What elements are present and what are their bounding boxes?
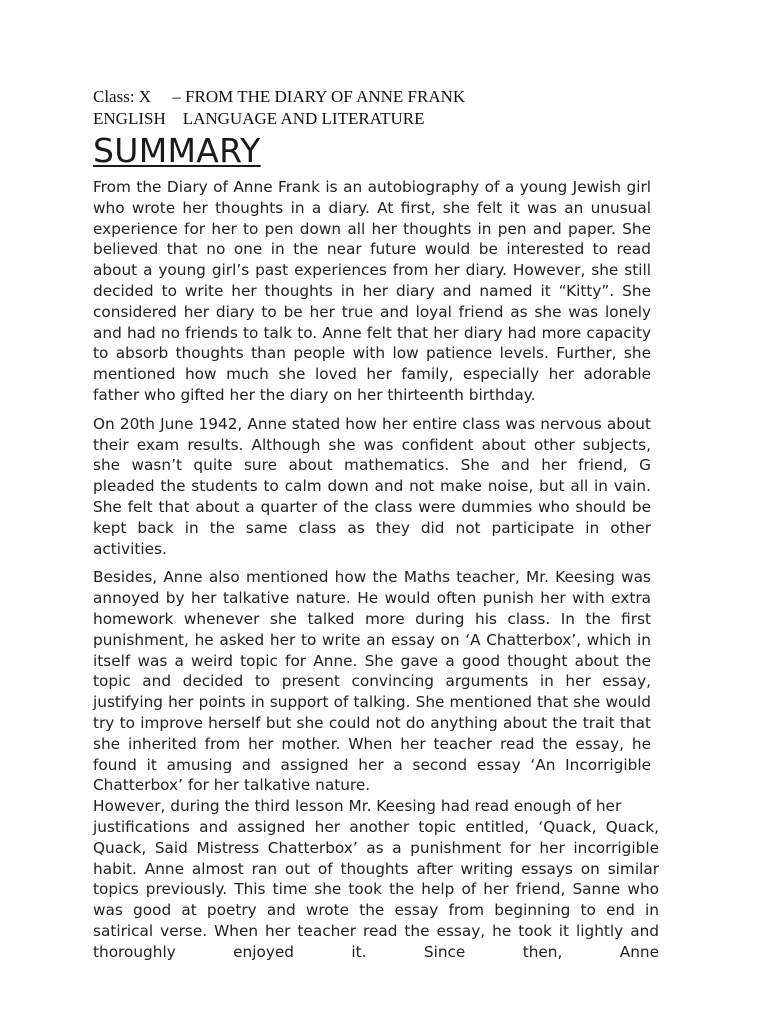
class-chapter-heading: Class: X – FROM THE DIARY OF ANNE FRANK bbox=[93, 87, 466, 106]
summary-paragraph-4-continued: justifications and assigned her another topic entitled, ‘Quack, Quack, Quack, Said Mistress Chatterbox’ as a punishment for her incorrigible habit. Anne almost ran out of thoughts after writing essays on similar topics previously. This time she took the help of her friend, Sanne who was good at poetry and wrote the essay from beginning to end in satirical verse. When her teacher read the essay, he took it lightly and thoroughly enjoyed it. Since then, Anne bbox=[93, 817, 659, 961]
subject-heading: ENGLISH LANGUAGE AND LITERATURE bbox=[93, 109, 425, 128]
summary-paragraph-4-first-line: However, during the third lesson Mr. Keesing had read enough of her bbox=[93, 797, 622, 816]
summary-paragraph-1: From the Diary of Anne Frank is an autobiography of a young Jewish girl who wrote her thoughts in a diary. At first, she felt it was an unusual experience for her to pen down all her thoughts in pen and paper. She believed that no one in the near future would be interested to read about a young girl’s past experiences from her diary. However, she still decided to write her thoughts in her diary and named it “Kitty”. She considered her diary to be her true and loyal friend as she was lonely and had no friends to talk to. Anne felt that her diary had more capacity to absorb thoughts than people with low patience levels. Further, she mentioned how much she loved her family, especially her adorable father who gifted her the diary on her thirteenth birthday. bbox=[93, 178, 651, 404]
summary-title: SUMMARY bbox=[93, 131, 261, 170]
summary-paragraph-3: Besides, Anne also mentioned how the Maths teacher, Mr. Keesing was annoyed by her talkative nature. He would often punish her with extra homework whenever she talked more during his class. In the first punishment, he asked her to write an essay on ‘A Chatterbox’, which in itself was a weird topic for Anne. She gave a good thought about the topic and decided to present convincing arguments in her essay, justifying her points in support of talking. She mentioned that she would try to improve herself but she could not do anything about the trait that she inherited from her mother. When her teacher read the essay, he found it amusing and assigned her a second essay ‘An Incorrigible Chatterbox’ for her talkative nature. bbox=[93, 568, 651, 795]
summary-paragraph-2: On 20th June 1942, Anne stated how her entire class was nervous about their exam results. Although she was confident about other subjects, she wasn’t quite sure about mathematics. She and her friend, G pleaded the students to calm down and not make noise, but all in vain. She felt that about a quarter of the class were dummies who should be kept back in the same class as they did not participate in other activities. bbox=[93, 414, 651, 558]
document-page bbox=[93, 86, 659, 961]
